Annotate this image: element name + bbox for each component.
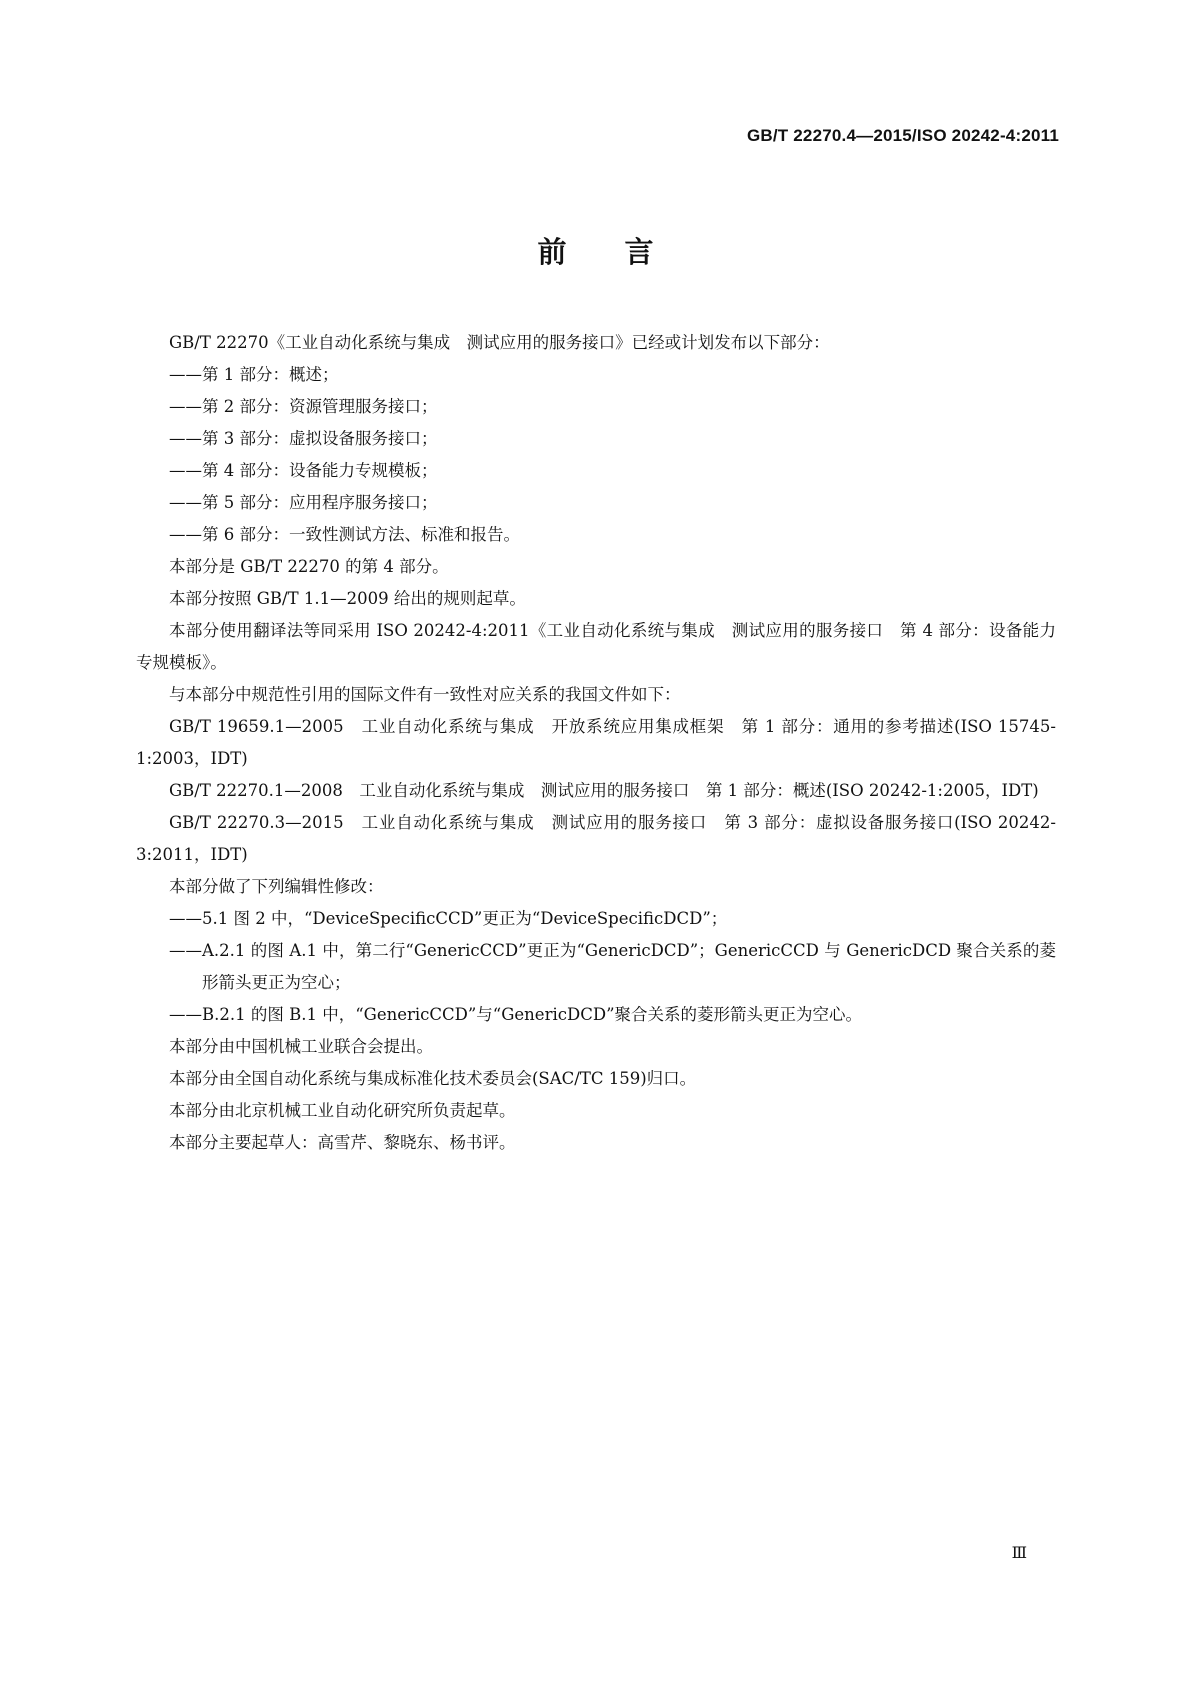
- managed-by: 本部分由全国自动化系统与集成标准化技术委员会(SAC/TC 159)归口。: [169, 1069, 697, 1088]
- page-number: Ⅲ: [1011, 1543, 1027, 1562]
- parts-list: [136, 359, 1056, 551]
- list-item: ——B.2.1 的图 B.1 中，“GenericCCD”与“GenericDCD”聚合关系的菱形箭头更正为空心。: [169, 1005, 862, 1024]
- list-item: ——第 3 部分：虚拟设备服务接口；: [169, 429, 438, 448]
- list-item: ——5.1 图 2 中，“DeviceSpecificCCD”更正为“DeviceSpecificDCD”；: [169, 909, 728, 928]
- title-char-1: 前: [537, 235, 567, 269]
- list-item: ——第 4 部分：设备能力专规模板；: [169, 461, 438, 480]
- list-item: ——A.2.1 的图 A.1 中，第二行“GenericCCD”更正为“GenericDCD”；GenericCCD 与 GenericDCD 聚合关系的菱形箭头更正为空心；: [169, 941, 1056, 992]
- drafters: 本部分主要起草人：高雪芹、黎晓东、杨书评。: [169, 1133, 516, 1152]
- drafted-by: 本部分由北京机械工业自动化研究所负责起草。: [169, 1101, 516, 1120]
- list-item: ——第 2 部分：资源管理服务接口；: [169, 397, 438, 416]
- list-item: ——第 5 部分：应用程序服务接口；: [169, 493, 438, 512]
- correspondence-item: GB/T 22270.1—2008 工业自动化系统与集成 测试应用的服务接口 第 1 部分：概述(ISO 20242-1:2005，IDT): [169, 781, 1039, 800]
- part-of-statement: 本部分是 GB/T 22270 的第 4 部分。: [169, 557, 449, 576]
- intro-paragraph: GB/T 22270《工业自动化系统与集成 测试应用的服务接口》已经或计划发布以下部分：: [169, 333, 830, 352]
- page-title: [0, 230, 1191, 271]
- edits-intro: 本部分做了下列编辑性修改：: [169, 877, 384, 896]
- title-char-2: 言: [624, 235, 654, 269]
- edits-list: [136, 903, 1056, 1031]
- proposed-by: 本部分由中国机械工业联合会提出。: [169, 1037, 433, 1056]
- foreword-body: [136, 327, 1056, 1159]
- correspondence-item: GB/T 19659.1—2005 工业自动化系统与集成 开放系统应用集成框架 第 1 部分：通用的参考描述(ISO 15745-1:2003，IDT): [136, 717, 1056, 768]
- list-item: ——第 6 部分：一致性测试方法、标准和报告。: [169, 525, 520, 544]
- adoption-statement: 本部分使用翻译法等同采用 ISO 20242-4:2011《工业自动化系统与集成 测试应用的服务接口 第 4 部分：设备能力专规模板》。: [136, 621, 1056, 672]
- correspondence-item: GB/T 22270.3—2015 工业自动化系统与集成 测试应用的服务接口 第 3 部分：虚拟设备服务接口(ISO 20242-3:2011，IDT): [136, 813, 1056, 864]
- drafting-rules-statement: 本部分按照 GB/T 1.1—2009 给出的规则起草。: [169, 589, 526, 608]
- list-item: ——第 1 部分：概述；: [169, 365, 339, 384]
- correspondence-intro: 与本部分中规范性引用的国际文件有一致性对应关系的我国文件如下：: [169, 685, 681, 704]
- correspondence-list: [136, 711, 1056, 871]
- standard-code-header: GB/T 22270.4—2015/ISO 20242-4:2011: [746, 126, 1059, 145]
